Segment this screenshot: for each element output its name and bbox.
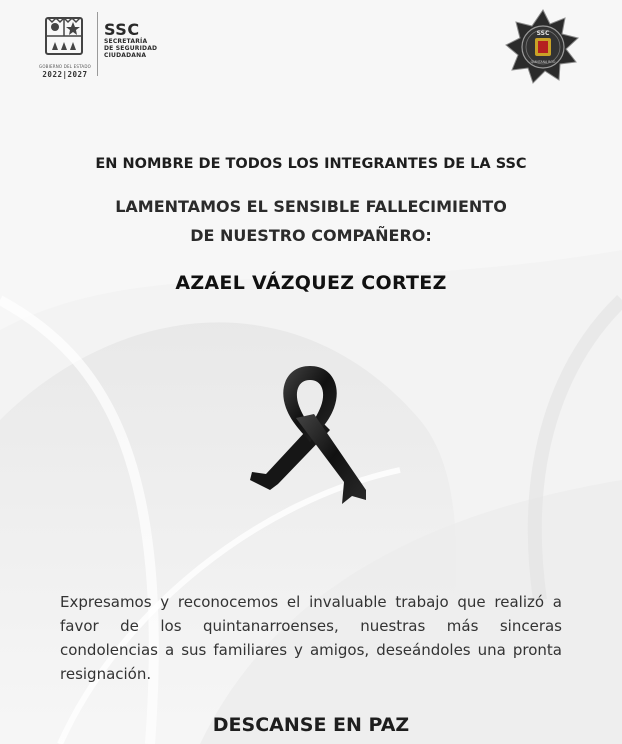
headline-line-2: LAMENTAMOS EL SENSIBLE FALLECIMIENTO (115, 197, 507, 216)
ssc-line-2: DE SEGURIDAD (104, 45, 158, 52)
ssc-wordmark (104, 22, 157, 59)
gov-caption: GOBIERNO DEL ESTADO (39, 64, 91, 69)
deceased-name: AZAEL VÁZQUEZ CORTEZ (175, 272, 447, 294)
headline-block (0, 192, 622, 250)
quintana-roo-shield-icon (44, 16, 84, 60)
logo-divider (97, 12, 98, 76)
headline-line-1: EN NOMBRE DE TODOS LOS INTEGRANTES DE LA SSC (95, 156, 527, 172)
gov-years: 2022|2027 (42, 70, 88, 79)
badge-acronym: SSC (536, 30, 550, 37)
black-mourning-ribbon-icon (248, 356, 372, 508)
ssc-acronym: SSC (104, 20, 140, 39)
state-government-logo (34, 8, 94, 80)
ssc-line-3: CIUDADANA (104, 52, 147, 59)
badge-region: QUINTANA ROO (530, 60, 556, 64)
police-star-badge-icon (504, 8, 582, 86)
closing-rest-in-peace: DESCANSE EN PAZ (212, 714, 410, 736)
headline-line-3: DE NUESTRO COMPAÑERO: (190, 226, 432, 245)
condolence-message: Expresamos y reconocemos el invaluable trabajo que realizó a favor de los quintanarroenses, nuestras más sinceras condolencias a sus familiares y amigos, deseándoles una pronta resignación. (60, 593, 562, 683)
ssc-line-1: SECRETARÍA (104, 38, 148, 45)
